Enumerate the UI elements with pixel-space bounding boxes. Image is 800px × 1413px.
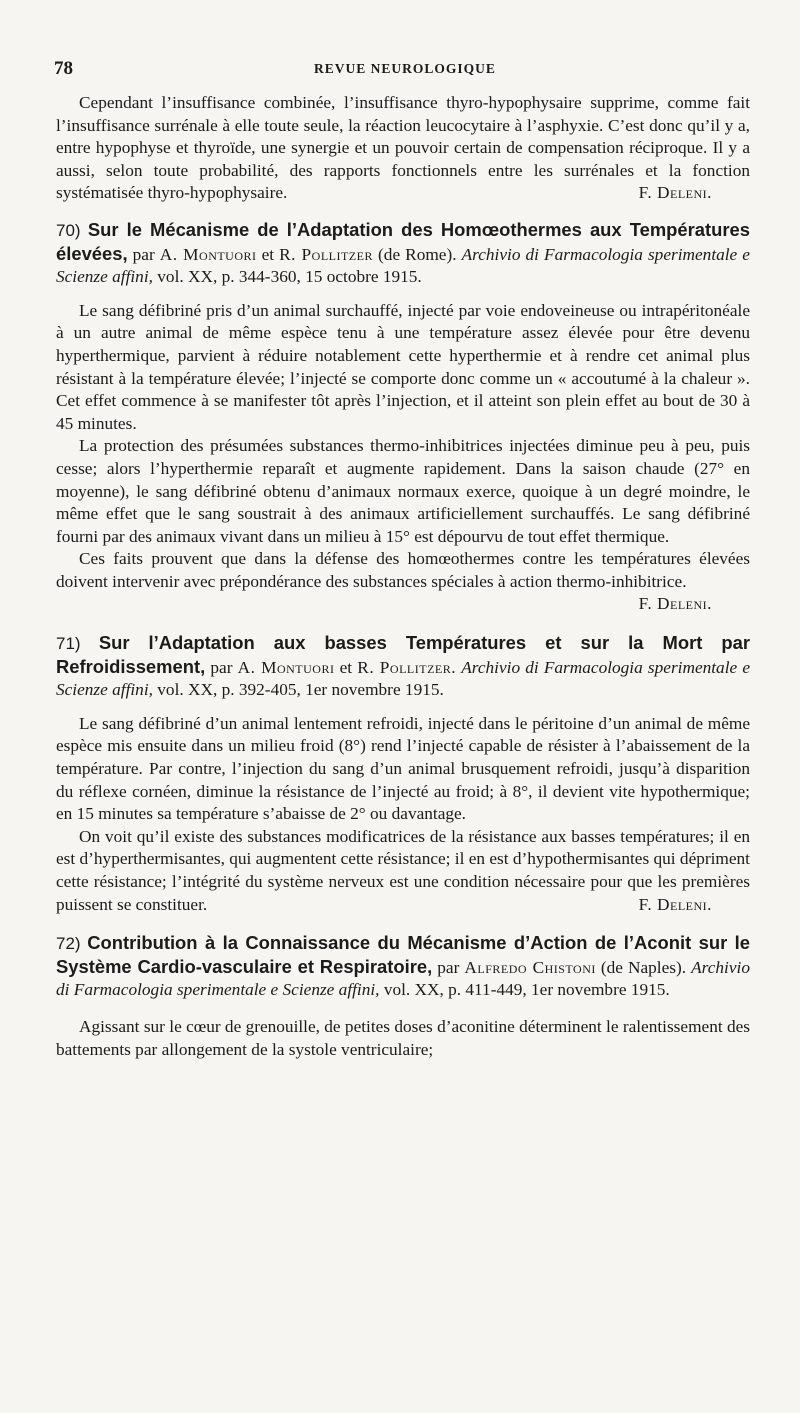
article-author: R. Pollitzer.: [357, 657, 457, 677]
article-body: [56, 1016, 750, 1061]
article-title: Sur le Mécanisme de l’Adaptation des Homœothermes aux Températures élevées,: [56, 218, 750, 264]
article-reference: vol. XX, p. 411-449, 1er novembre 1915.: [383, 980, 670, 1000]
article-paragraph-text: Ces faits prouvent que dans la défense des homœothermes contre les températures élevées doivent intervenir avec prépondérance des substances spéciales à action thermo-inhibitrice.: [56, 549, 750, 591]
article-number: 71): [56, 634, 81, 654]
article-number: 70): [56, 220, 81, 240]
intro-paragraph: [56, 92, 750, 205]
article-70: [56, 219, 750, 616]
article-title: Contribution à la Connaissance du Mécanisme d’Action de l’Aconit sur le Système Cardio-vasculaire et Respiratoire,: [56, 932, 751, 977]
article-signature: F. Deleni.: [638, 894, 712, 914]
intro-text: Cependant l’insuffisance combinée, l’insuffisance thyro-hypophysaire supprime, comme fait l’insuffisance surrénale à elle toute seule, la réaction leucocytaire à l’asphyxie. C’est donc qu’il y a, entre hypophyse et thyroïde, une synergie et un pouvoir certain de compensation réciproque. Il y a aussi, selon toute probabilité, des rapports fonctionnels entre les surrénales et la fonction systématisée thyro-hypophysaire.: [56, 93, 750, 203]
article-paragraph: Le sang défibriné d’un animal lentement refroidi, injecté dans le péritoine d’un animal de même espèce mis ensuite dans un milieu froid (8°) rend l’injecté capable de résister à l’abaissement de la température. Par contre, l’injection du sang d’un animal brusquement refroidi, jusqu’à disparition du réflexe cornéen, diminue la résistance de l’injecté au froid; à 8°, il devient vite hypothermique; en 15 minutes sa température s’abaisse de 2° ou davantage.: [56, 713, 750, 824]
article-author: A. Montuori: [159, 244, 257, 264]
article-paragraph: Agissant sur le cœur de grenouille, de petites doses d’aconitine déterminent le ralentissement des battements par allongement de la systole ventriculaire;: [56, 1016, 750, 1059]
article-paragraph-text: On voit qu’il existe des substances modificatrices de la résistance aux basses températures; il en est d’hyperthermisantes, qui augmentent cette résistance; il en est d’hypothermisantes qui dépriment cette résistance; l’intégrité du système nerveux est une condition nécessaire pour que les premières puissent se constituer.: [56, 826, 750, 914]
intro-block: [56, 92, 750, 205]
article-heading: [56, 219, 750, 289]
article-heading: [56, 932, 750, 1002]
article-71: [56, 632, 750, 916]
article-paragraph: Le sang défibriné pris d’un animal surchauffé, injecté par voie endoveineuse ou intrapéritonéale à un autre animal de même espèce tenu à une température assez élevée pour être devenu hyperthermique, parvient à réduire notablement cette hyperthermie et à rendre cet animal plus résistant à la température élevée; l’injecté se comporte donc comme un « accoutumé à la chaleur ». Cet effet commence à se manifester tôt après l’injection, et il atteint son plein effet au bout de 30 à 45 minutes.: [56, 300, 750, 433]
article-and: et: [339, 657, 353, 677]
article-signature: F. Deleni.: [638, 594, 712, 614]
page-header: [56, 58, 750, 88]
article-72: [56, 932, 750, 1061]
article-paragraph: [56, 548, 750, 614]
page: [56, 58, 750, 1061]
article-by: par: [132, 244, 155, 264]
article-heading: [56, 632, 750, 702]
article-reference: vol. XX, p. 392-405, 1er novembre 1915.: [157, 680, 444, 700]
running-title: REVUE NEUROLOGIQUE: [314, 61, 496, 76]
article-journal: Archivio di Farmacologia sperimentale e Scienze affini,: [56, 657, 751, 700]
article-author: R. Pollitzer: [279, 244, 373, 264]
article-reference: vol. XX, p. 344-360, 15 octobre 1915.: [157, 267, 422, 287]
article-author: Alfredo Chistoni: [464, 957, 596, 977]
article-paragraph: La protection des présumées substances thermo-inhibitrices injectées diminue peu à peu, puis cesse; alors l’hyperthermie reparaît et augmente rapidement. Dans la saison chaude (27° en moyenne), le sang défibriné obtenu d’animaux normaux exerce, quoique à un degré moindre, le même effet que le sang soustrait à des animaux artificiellement surchauffés. Le sang défibriné fourni par des animaux vivant dans un milieu à 15° est dépourvu de tout effet thermique.: [56, 436, 750, 546]
article-and: et: [261, 244, 275, 264]
article-paragraph: [56, 826, 750, 916]
article-affiliation: (de Naples).: [600, 957, 687, 977]
article-body: [56, 300, 750, 616]
article-by: par: [210, 657, 233, 677]
article-title: Sur l’Adaptation aux basses Températures et sur la Mort par Refroidissement,: [56, 632, 750, 677]
article-body: [56, 713, 750, 916]
article-journal: Archivio di Farmacologia sperimentale e Scienze affini,: [56, 244, 750, 287]
article-number: 72): [56, 934, 81, 954]
article-affiliation: (de Rome).: [378, 244, 457, 264]
article-author: A. Montuori: [237, 657, 335, 677]
article-by: par: [437, 957, 460, 977]
page-number: 78: [54, 58, 73, 79]
article-journal: Archivio di Farmacologia sperimentale e Scienze affini,: [56, 957, 750, 1000]
intro-signature: F. Deleni.: [638, 183, 712, 203]
